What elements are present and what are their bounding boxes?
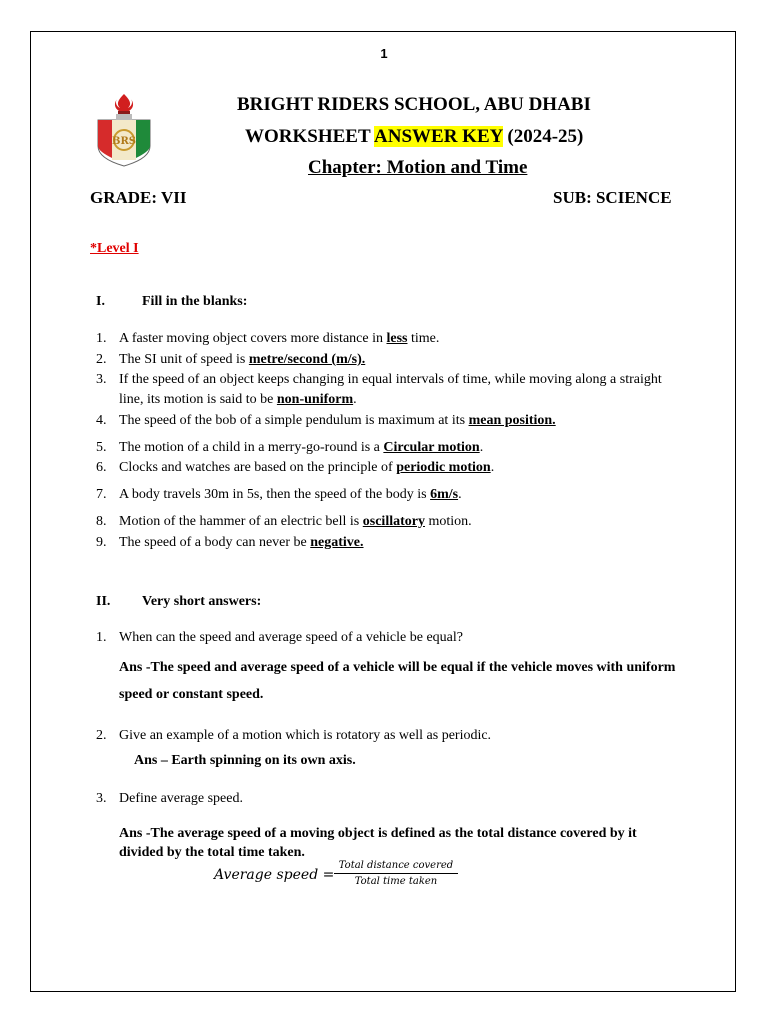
answer-text: Ans -The average speed of a moving object is defined as the total distance covered by it divided by the total time taken. (119, 826, 637, 860)
subject-label: SUB: SCIENCE (553, 188, 672, 207)
answer-text: Ans – Earth spinning on its own axis. (134, 753, 356, 768)
blank-answer: Circular motion (383, 440, 480, 455)
grade-label: GRADE: VII (90, 188, 187, 207)
blank-answer: oscillatory (362, 514, 425, 529)
blank-answer: 6m/s (430, 487, 459, 502)
answer-key-highlight: ANSWER KEY (374, 126, 503, 147)
formula-numerator: Total distance covered (334, 860, 458, 874)
level-label: *Level I (90, 241, 139, 256)
school-logo (94, 92, 154, 168)
page-number: 1 (380, 46, 388, 61)
section1-heading: I. Fill in the blanks: (96, 294, 248, 309)
formula-denominator: Total time taken (354, 876, 438, 887)
school-name: BRIGHT RIDERS SCHOOL, ABU DHABI (237, 94, 591, 115)
section2-heading: II. Very short answers: (96, 594, 262, 609)
formula-lhs: Average speed = (214, 867, 335, 883)
formula-fraction (334, 860, 458, 887)
blank-answer: metre/second (m/s). (248, 352, 366, 367)
answer-text: Ans -The speed and average speed of a vehicle will be equal if the vehicle moves with uniform speed or constant speed. (119, 660, 676, 702)
blank-answer: mean position. (468, 413, 556, 428)
blank-answer: negative. (310, 535, 364, 550)
chapter-title: Chapter: Motion and Time (308, 157, 528, 178)
blank-answer: less (386, 331, 408, 346)
blank-answer: non-uniform (276, 392, 354, 407)
blank-answer: periodic motion (396, 460, 491, 475)
logo-lettering: BRS (112, 136, 136, 147)
worksheet-title: WORKSHEET ANSWER KEY (2024-25) (245, 126, 584, 147)
